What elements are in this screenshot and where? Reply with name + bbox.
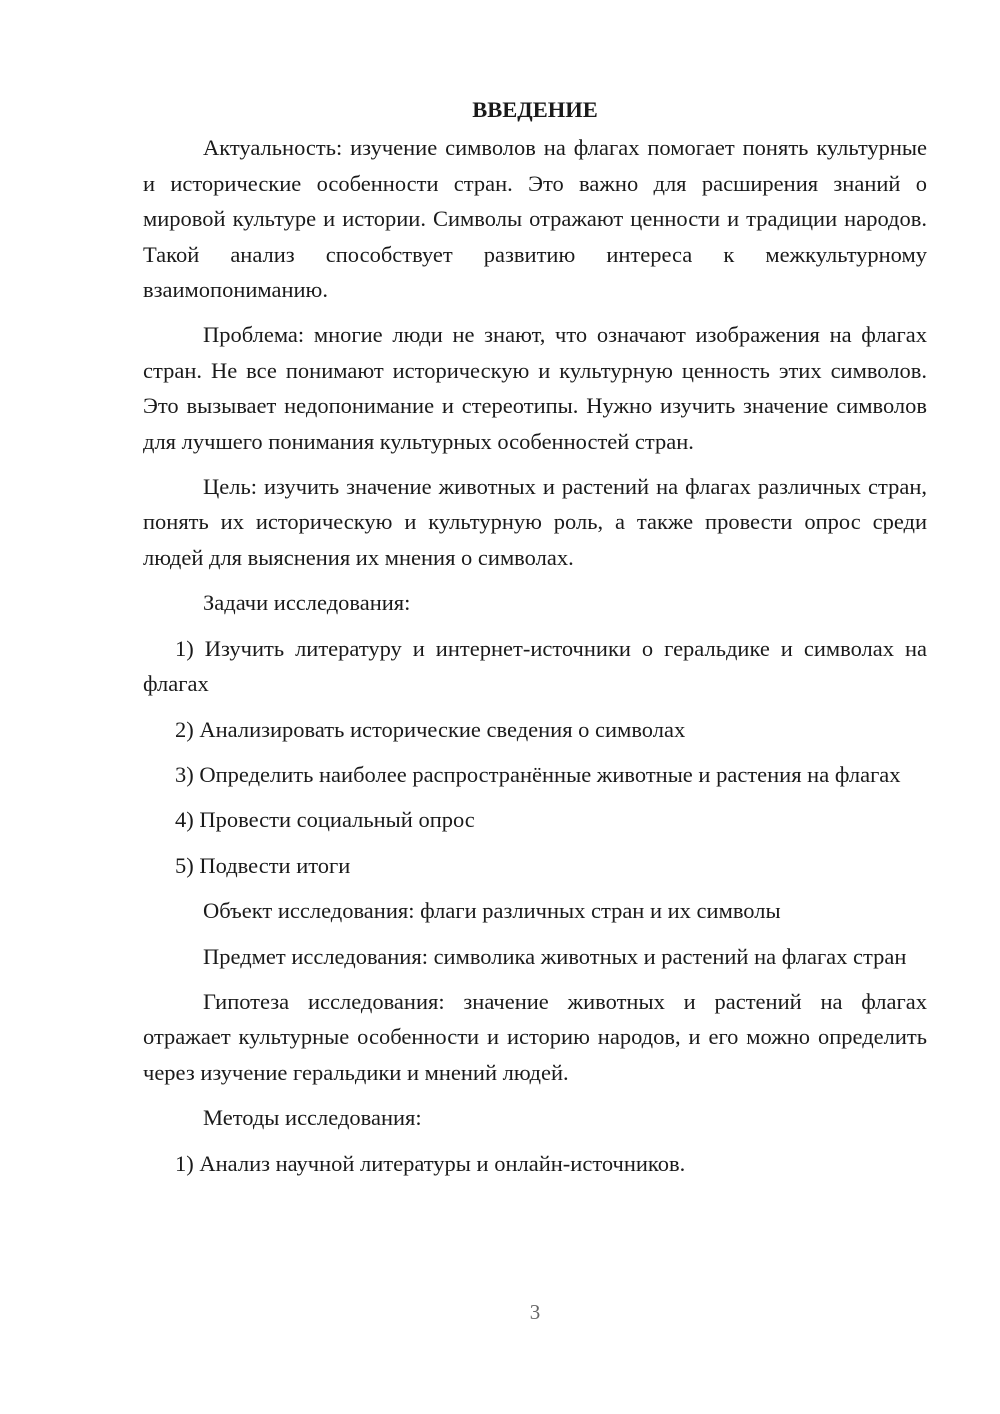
goal-paragraph: Цель: изучить значение животных и растений на флагах различных стран, понять их историческую и культурную роль, а также провести опрос среди людей для выяснения их мнения о символах. [143, 474, 927, 570]
tasks-label: Задачи исследования: [203, 590, 411, 616]
relevance-paragraph: Актуальность: изучение символов на флагах помогает понять культурные и исторические особенности стран. Это важно для расширения знаний о мировой культуре и истории. Символы отражают ценности и традиции народов. Такой анализ способствует развитию интереса к межкультурному взаимопониманию. [143, 135, 927, 303]
task-item-5: 5) Подвести итоги [175, 852, 351, 878]
subject-paragraph: Предмет исследования: символика животных и растений на флагах стран [203, 943, 907, 969]
document-page [143, 92, 927, 1191]
task-item-4: 4) Провести социальный опрос [175, 807, 475, 833]
hypothesis-paragraph: Гипотеза исследования: значение животных и растений на флагах отражает культурные особенности и историю народов, и его можно определить через изучение геральдики и мнений людей. [143, 988, 927, 1085]
task-item-1: 1) Изучить литературу и интернет-источники о геральдике и символах на флагах [143, 635, 927, 697]
page-number: 3 [529, 1300, 541, 1324]
task-item-2: 2) Анализировать исторические сведения о символах [175, 716, 686, 742]
method-item-1: 1) Анализ научной литературы и онлайн-источников. [175, 1150, 686, 1176]
object-paragraph: Объект исследования: флаги различных стран и их символы [203, 898, 781, 924]
task-item-3: 3) Определить наиболее распространённые животные и растения на флагах [175, 761, 901, 787]
section-heading: ВВЕДЕНИЕ [472, 97, 598, 122]
problem-paragraph: Проблема: многие люди не знают, что означают изображения на флагах стран. Не все понимают историческую и культурную ценность этих символов. Это вызывает недопонимание и стереотипы. Нужно изучить значение символов для лучшего понимания культурных особенностей стран. [143, 322, 927, 454]
methods-label: Методы исследования: [203, 1105, 422, 1131]
